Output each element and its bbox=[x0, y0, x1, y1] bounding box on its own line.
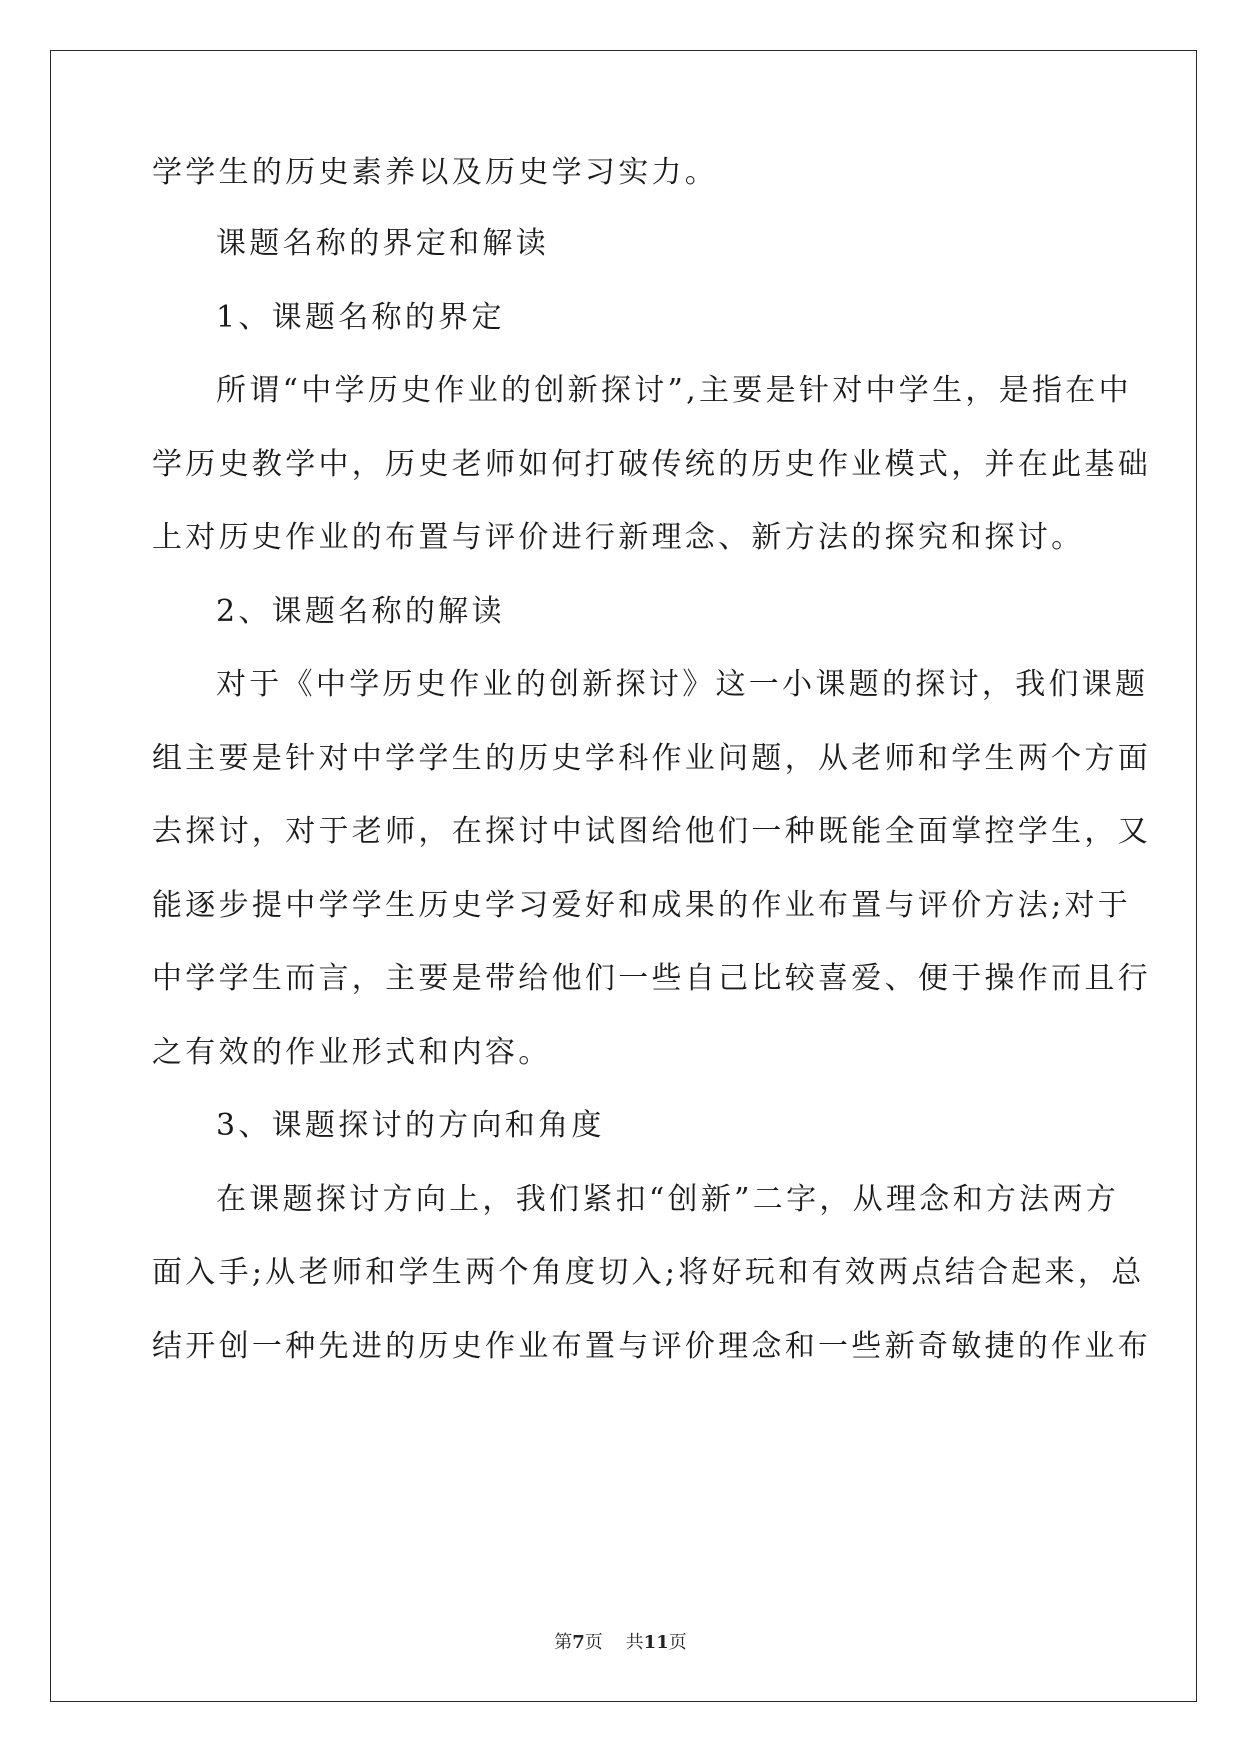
paragraph-line: 对于《中学历史作业的创新探讨》这一小课题的探讨，我们课题 bbox=[216, 667, 1149, 702]
current-page-number: 7 bbox=[572, 1632, 585, 1653]
page-prefix: 第 bbox=[554, 1632, 573, 1653]
paragraph-line: 去探讨，对于老师，在探讨中试图给他们一种既能全面掌控学生，又 bbox=[152, 814, 1151, 849]
paragraph-line: 结开创一种先进的历史作业布置与评价理念和一些新奇敏捷的作业布 bbox=[152, 1329, 1151, 1364]
paragraph-line: 之有效的作业形式和内容。 bbox=[152, 1035, 552, 1070]
paragraph-line: 学学生的历史素养以及历史学习实力。 bbox=[152, 155, 719, 190]
paragraph-line: 所谓“中学历史作业的创新探讨”,主要是针对中学生，是指在中 bbox=[216, 373, 1132, 408]
paragraph-line: 面入手;从老师和学生两个角度切入;将好玩和有效两点结合起来，总 bbox=[152, 1255, 1145, 1290]
page-unit: 页 bbox=[584, 1632, 603, 1653]
total-pages-number: 11 bbox=[643, 1632, 669, 1653]
paragraph-line: 学历史教学中，历史老师如何打破传统的历史作业模式，并在此基础 bbox=[152, 447, 1151, 482]
paragraph-line: 组主要是针对中学学生的历史学科作业问题，从老师和学生两个方面 bbox=[152, 741, 1151, 776]
subsection-heading: 2、课题名称的解读 bbox=[216, 594, 505, 629]
paragraph-line: 在课题探讨方向上，我们紧扣“创新”二字，从理念和方法两方 bbox=[216, 1182, 1120, 1217]
section-heading: 课题名称的界定和解读 bbox=[216, 226, 549, 261]
paragraph-line: 中学学生而言，主要是带给他们一些自己比较喜爱、便于操作而且行 bbox=[152, 961, 1151, 996]
page-footer bbox=[0, 1628, 1241, 1654]
subsection-heading: 3、课题探讨的方向和角度 bbox=[216, 1108, 605, 1143]
subsection-heading: 1、课题名称的界定 bbox=[216, 300, 505, 335]
total-unit: 页 bbox=[668, 1632, 687, 1653]
paragraph-line: 上对历史作业的布置与评价进行新理念、新方法的探究和探讨。 bbox=[152, 520, 1085, 555]
total-prefix: 共 bbox=[625, 1632, 644, 1653]
paragraph-line: 能逐步提中学学生历史学习爱好和成果的作业布置与评价方法;对于 bbox=[152, 888, 1132, 923]
